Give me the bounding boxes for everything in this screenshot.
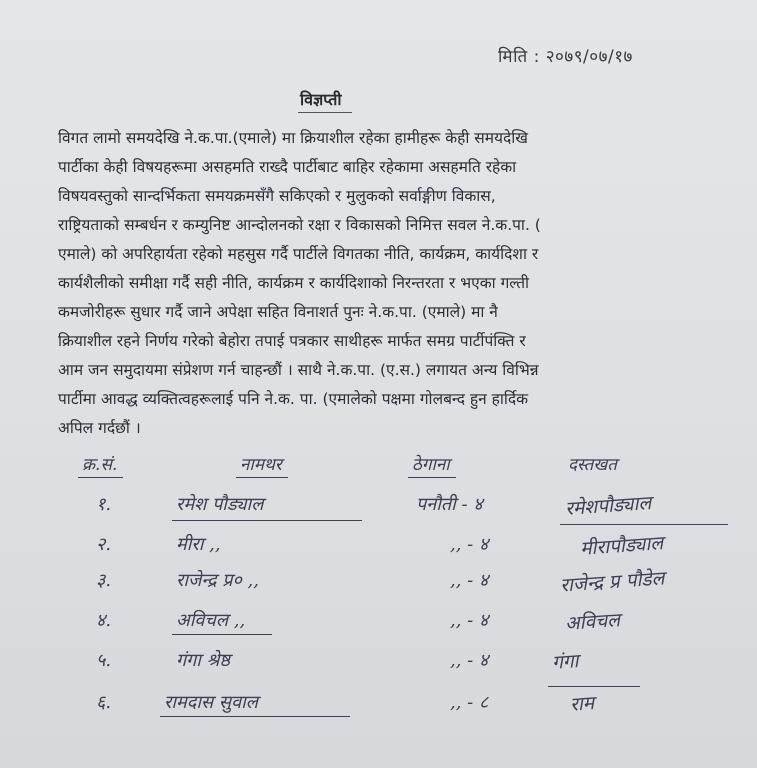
row-serial: ४. (96, 610, 112, 631)
signature-underline (548, 686, 640, 687)
body-line: विषयवस्तुको सान्दर्भिकता समयक्रमसँगै सकिएको र मुलुकको सर्वाङ्गीण विकास, (58, 187, 496, 205)
row-serial: ६. (96, 692, 112, 713)
document-body (58, 124, 698, 443)
row-name: रामदास सुवाल (164, 692, 258, 713)
row-address: ,, - ८ (450, 692, 489, 713)
body-line: राष्ट्रियताको सम्बर्धन र कम्युनिष्ट आन्दोलनको रक्षा र विकासको निमित्त सवल ने.क.पा. ( (58, 216, 541, 234)
name-underline (160, 716, 350, 717)
table-row (0, 492, 757, 532)
body-line: अपिल गर्दछौं । (58, 419, 141, 437)
table-row (0, 608, 757, 648)
body-line: पार्टीमा आवद्ध व्यक्तित्वहरूलाई पनि ने.क. पा. (एमालेको पक्षमा गोलबन्द हुन हार्दिक (58, 390, 529, 408)
row-address: ,, - ४ (450, 610, 489, 631)
row-address: ,, - ४ (450, 570, 489, 591)
body-line: कमजोरीहरू सुधार गर्दै जाने अपेक्षा सहित विनाशर्त पुनः ने.क.पा. (एमाले) मा नै (58, 303, 498, 321)
row-signature: मीरापौड्याल (579, 532, 664, 560)
body-line: एमाले) को अपरिहार्यता रहेको महसुस गर्दै पार्टीले विगतका नीति, कार्यक्रम, कार्यदिशा र (58, 245, 539, 263)
row-name: मीरा ,, (176, 534, 221, 555)
body-line: पार्टीका केही विषयहरूमा असहमति राख्दै पार्टीबाट बाहिर रहेकामा असहमति रहेका (58, 158, 517, 176)
table-row (0, 648, 757, 688)
title-underline (298, 112, 352, 113)
row-signature: राजेन्द्र प्र पौडेल (559, 567, 666, 597)
signature-underline (560, 524, 728, 525)
header-address: ठेगाना (412, 452, 450, 475)
row-signature: अविचल (564, 609, 621, 635)
document-title: विज्ञप्ती (300, 90, 342, 109)
row-name: रमेश पौड्याल (176, 494, 264, 515)
name-underline (172, 634, 272, 635)
row-serial: ५. (96, 650, 112, 671)
row-name: गंगा श्रेष्ठ (176, 650, 230, 671)
row-signature: राम (569, 692, 595, 716)
row-address: ,, - ४ (450, 650, 489, 671)
body-line: क्रियाशील रहने निर्णय गरेको बेहोरा तपाई पत्रकार साथीहरू मार्फत समग्र पार्टीपंक्ति र (58, 332, 526, 350)
row-serial: २. (96, 534, 112, 555)
header-signature: दस्तखत (568, 455, 617, 475)
row-name: राजेन्द्र प्र० ,, (176, 570, 259, 591)
body-line: कार्यशैलीको समीक्षा गर्दै सही नीति, कार्यक्रम र कार्यदिशाको निरन्तरता र भएका गल्ती (58, 274, 530, 292)
header-name: नामथर (240, 452, 282, 475)
body-line: विगत लामो समयदेखि ने.क.पा.(एमाले) मा क्रियाशील रहेका हामीहरू केही समयदेखि (58, 129, 528, 147)
document-date: मिति : २०७९/०७/१७ (498, 47, 633, 67)
header-serial: क्र.सं. (82, 452, 117, 475)
row-name: अविचल ,, (176, 610, 246, 631)
row-serial: ३. (96, 570, 112, 591)
name-underline (172, 520, 362, 521)
row-address: ,, - ४ (450, 534, 489, 555)
body-line: आम जन समुदायमा संप्रेशण गर्न चाहन्छौं । साथै ने.क.पा. (ए.स.) लगायत अन्य विभिन्न (58, 361, 539, 379)
row-serial: १. (96, 494, 112, 515)
table-row (0, 568, 757, 608)
row-signature: रमेशपौड्याल (564, 492, 652, 520)
row-address: पनौती - ४ (416, 494, 483, 515)
table-row (0, 690, 757, 730)
row-signature: गंगा (551, 650, 580, 674)
